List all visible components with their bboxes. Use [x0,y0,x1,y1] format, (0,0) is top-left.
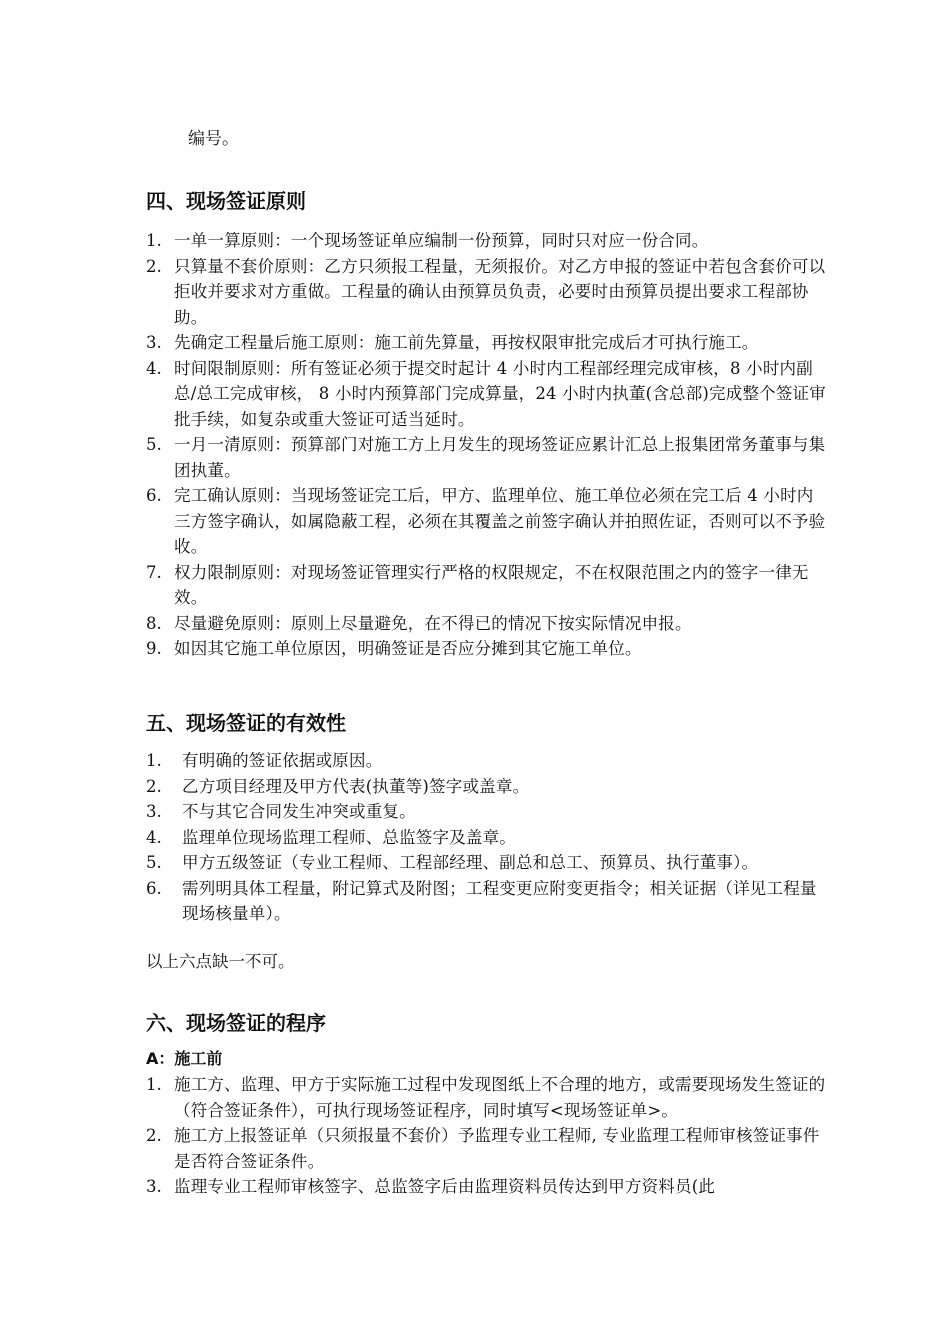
item-text: 权力限制原则：对现场签证管理实行严格的权限规定，不在权限范围之内的签字一律无效。 [174,562,809,607]
list-item [146,748,826,774]
continuation-text: 编号。 [188,129,239,149]
item-number: 7. [146,562,162,582]
item-number: 3. [146,802,162,821]
list-item [146,1174,826,1200]
section-5-note: 以上六点缺一不可。 [146,952,295,971]
item-number: 1. [146,231,162,250]
item-text: 如因其它施工单位原因，明确签证是否应分摊到其它施工单位。 [174,639,642,658]
item-text: 需列明具体工程量，附记算式及附图；工程变更应附变更指令；相关证据（详见工程量现场核量单）。 [182,878,817,923]
list-item [146,774,826,800]
item-text: 只算量不套价原则：乙方只须报工程量，无须报价。对乙方申报的签证中若包含套价可以拒收并要求对方重做。工程量的确认由预算员负责，必要时由预算员提出要求工程部协助。 [174,256,826,327]
item-text: 完工确认原则：当现场签证完工后，甲方、监理单位、施工单位必须在完工后 4 小时内三方签字确认，如属隐蔽工程，必须在其覆盖之前签字确认并拍照佐证，否则可以不予验收。 [174,486,826,556]
item-text: 乙方项目经理及甲方代表(执董等)签字或盖章。 [182,776,530,796]
item-number: 2. [146,256,162,276]
section-5-heading: 五、现场签证的有效性 [146,711,346,735]
item-number: 1. [146,751,162,770]
item-number: 1. [146,1075,162,1094]
item-text: 尽量避免原则：原则上尽量避免，在不得已的情况下按实际情况申报。 [174,613,692,633]
item-number: 2. [146,1126,162,1145]
section-4-list [146,228,826,662]
list-item [146,1123,826,1174]
section-4-heading: 四、现场签证原则 [146,189,306,213]
item-text: 一单一算原则：一个现场签证单应编制一份预算，同时只对应一份合同。 [174,231,709,250]
list-item [146,228,826,254]
item-number: 4. [146,358,162,378]
item-number: 8. [146,613,162,633]
item-text: 施工方、监理、甲方于实际施工过程中发现图纸上不合理的地方，或需要现场发生签证的（符合签证条件），可执行现场签证程序，同时填写<现场签证单>。 [174,1075,826,1120]
item-text: 甲方五级签证（专业工程师、工程部经理、副总和总工、预算员、执行董事）。 [182,853,759,872]
list-item [146,356,826,433]
list-item [146,254,826,331]
item-number: 5. [146,435,162,454]
item-text: 有明确的签证依据或原因。 [182,751,383,770]
item-number: 3. [146,333,162,352]
list-item [146,799,826,825]
list-item [146,432,826,483]
item-number: 9. [146,639,162,658]
list-item [146,611,826,637]
item-text: 监理单位现场监理工程师、总监签字及盖章。 [182,827,516,847]
item-text: 不与其它合同发生冲突或重复。 [182,802,416,821]
item-text: 监理专业工程师审核签字、总监签字后由监理资料员传达到甲方资料员(此 [174,1177,716,1196]
section-6-subheading: A：施工前 [146,1049,223,1068]
list-item [146,825,826,851]
item-number: 6. [146,878,162,898]
list-item [146,483,826,560]
item-number: 4. [146,827,162,847]
item-number: 3. [146,1177,162,1196]
item-text: 先确定工程量后施工原则：施工前先算量，再按权限审批完成后才可执行施工。 [174,333,759,352]
list-item [146,330,826,356]
item-text: 时间限制原则：所有签证必须于提交时起计 4 小时内工程部经理完成审核，8 小时内副总/总工完成审核， 8 小时内预算部门完成算量，24 小时内执董(含总部)完成整个签证审批手续，如复杂或重大签证可适当延时。 [174,358,826,429]
section-6-list [146,1072,826,1200]
item-text: 施工方上报签证单（只须报量不套价）予监理专业工程师, 专业监理工程师审核签证事件是否符合签证条件。 [174,1126,820,1171]
section-5-list [146,748,826,927]
list-item [146,560,826,611]
item-number: 2. [146,776,162,796]
item-text: 一月一清原则：预算部门对施工方上月发生的现场签证应累计汇总上报集团常务董事与集团执董。 [174,435,826,480]
list-item [146,636,826,662]
list-item [146,876,826,927]
item-number: 6. [146,486,162,505]
item-number: 5. [146,853,162,872]
list-item [146,1072,826,1123]
section-6-heading: 六、现场签证的程序 [146,1011,326,1035]
list-item [146,850,826,876]
